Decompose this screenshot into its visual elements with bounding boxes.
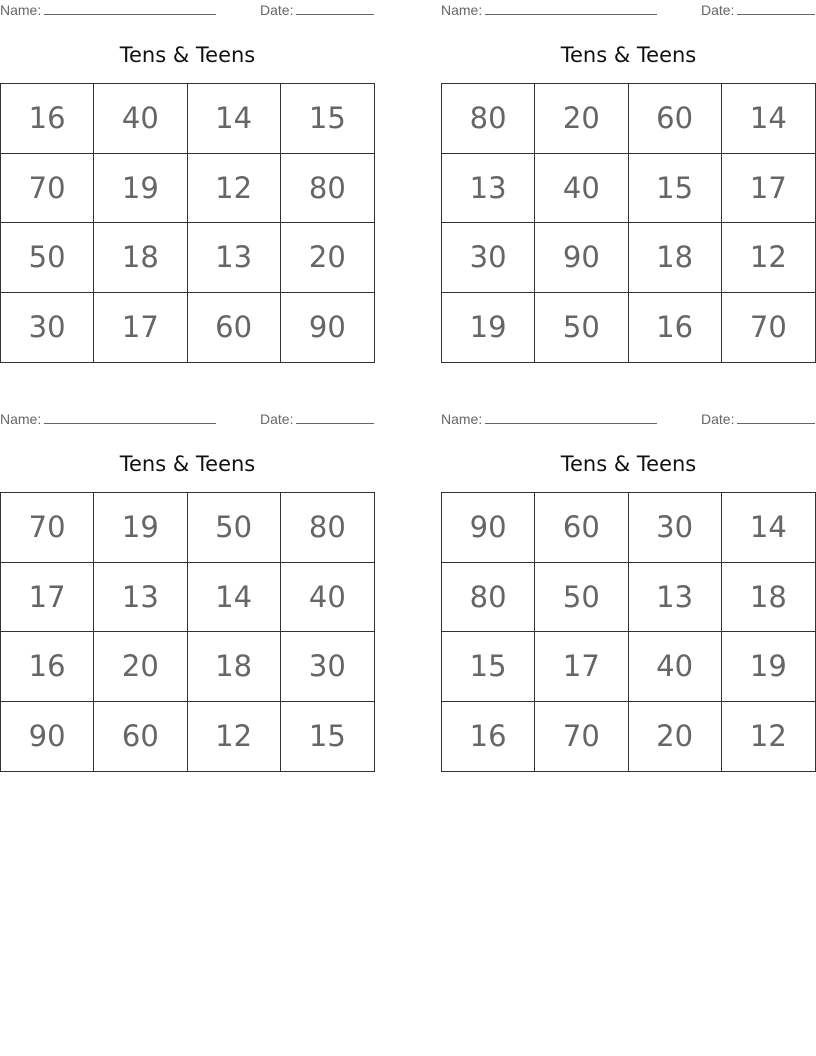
date-label: Date: (260, 411, 294, 427)
card-header (441, 409, 816, 429)
grid-cell: 30 (1, 293, 94, 363)
grid-cell: 80 (442, 84, 535, 154)
name-label: Name: (441, 2, 483, 18)
grid-cell: 13 (188, 223, 281, 293)
date-field (701, 2, 815, 18)
grid-cell: 40 (535, 154, 628, 224)
name-blank-line[interactable] (485, 2, 657, 15)
grid-cell: 16 (1, 84, 94, 154)
name-label: Name: (0, 2, 42, 18)
grid-cell: 90 (535, 223, 628, 293)
date-label: Date: (260, 2, 294, 18)
grid-cell: 16 (1, 632, 94, 702)
grid-cell: 14 (188, 84, 281, 154)
grid-cell: 17 (535, 632, 628, 702)
grid-cell: 19 (442, 293, 535, 363)
grid-cell: 60 (94, 702, 187, 772)
date-field (260, 411, 374, 427)
date-field (260, 2, 374, 18)
grid-cell: 17 (1, 563, 94, 633)
card-title: Tens & Teens (560, 43, 697, 67)
date-field (701, 411, 815, 427)
grid-cell: 19 (722, 632, 815, 702)
date-blank-line[interactable] (296, 2, 374, 15)
grid-cell: 18 (629, 223, 722, 293)
grid-cell: 13 (94, 563, 187, 633)
name-field (0, 411, 216, 427)
grid-cell: 20 (281, 223, 374, 293)
grid-cell: 90 (1, 702, 94, 772)
grid-cell: 16 (629, 293, 722, 363)
grid-cell: 16 (442, 702, 535, 772)
grid-cell: 13 (442, 154, 535, 224)
grid-cell: 40 (94, 84, 187, 154)
grid-cell: 15 (281, 84, 374, 154)
name-field (441, 2, 657, 18)
grid-cell: 70 (535, 702, 628, 772)
grid-cell: 70 (1, 154, 94, 224)
card-header (0, 0, 375, 20)
grid-cell: 19 (94, 154, 187, 224)
number-grid (441, 492, 816, 772)
grid-cell: 80 (281, 493, 374, 563)
grid-cell: 60 (629, 84, 722, 154)
grid-cell: 20 (629, 702, 722, 772)
grid-cell: 30 (281, 632, 374, 702)
grid-cell: 20 (94, 632, 187, 702)
grid-cell: 60 (188, 293, 281, 363)
grid-cell: 40 (281, 563, 374, 633)
grid-cell: 14 (188, 563, 281, 633)
grid-cell: 12 (188, 154, 281, 224)
card-title: Tens & Teens (119, 452, 256, 476)
name-blank-line[interactable] (44, 2, 216, 15)
grid-cell: 12 (188, 702, 281, 772)
bingo-card-3 (0, 409, 375, 754)
grid-cell: 70 (749, 310, 787, 345)
date-blank-line[interactable] (296, 411, 374, 424)
name-field (441, 411, 657, 427)
grid-cell: 18 (94, 223, 187, 293)
bingo-card-1 (0, 0, 375, 345)
grid-cell: 15 (308, 719, 346, 754)
grid-cell: 80 (281, 154, 374, 224)
grid-cell: 18 (722, 563, 815, 633)
grid-cell: 15 (442, 632, 535, 702)
name-field (0, 2, 216, 18)
grid-cell: 50 (535, 563, 628, 633)
name-label: Name: (441, 411, 483, 427)
grid-cell: 30 (442, 223, 535, 293)
date-blank-line[interactable] (737, 411, 815, 424)
grid-cell: 17 (722, 154, 815, 224)
grid-cell: 15 (629, 154, 722, 224)
grid-cell: 80 (442, 563, 535, 633)
name-label: Name: (0, 411, 42, 427)
grid-cell: 90 (308, 310, 346, 345)
number-grid (441, 83, 816, 363)
grid-cell: 30 (629, 493, 722, 563)
bingo-card-4 (441, 409, 816, 754)
grid-cell: 12 (722, 223, 815, 293)
grid-cell: 50 (1, 223, 94, 293)
date-label: Date: (701, 411, 735, 427)
grid-cell: 14 (722, 84, 815, 154)
card-title: Tens & Teens (119, 43, 256, 67)
card-title: Tens & Teens (560, 452, 697, 476)
grid-cell: 40 (629, 632, 722, 702)
grid-cell: 17 (94, 293, 187, 363)
grid-cell: 12 (749, 719, 787, 754)
grid-cell: 13 (629, 563, 722, 633)
grid-cell: 70 (1, 493, 94, 563)
grid-cell: 50 (188, 493, 281, 563)
card-header (441, 0, 816, 20)
grid-cell: 20 (535, 84, 628, 154)
date-blank-line[interactable] (737, 2, 815, 15)
grid-cell: 60 (535, 493, 628, 563)
date-label: Date: (701, 2, 735, 18)
card-header (0, 409, 375, 429)
grid-cell: 19 (94, 493, 187, 563)
grid-cell: 90 (442, 493, 535, 563)
grid-cell: 50 (535, 293, 628, 363)
grid-cell: 14 (722, 493, 815, 563)
number-grid (0, 83, 375, 363)
bingo-card-2 (441, 0, 816, 345)
name-blank-line[interactable] (44, 411, 216, 424)
grid-cell: 18 (188, 632, 281, 702)
name-blank-line[interactable] (485, 411, 657, 424)
number-grid (0, 492, 375, 772)
